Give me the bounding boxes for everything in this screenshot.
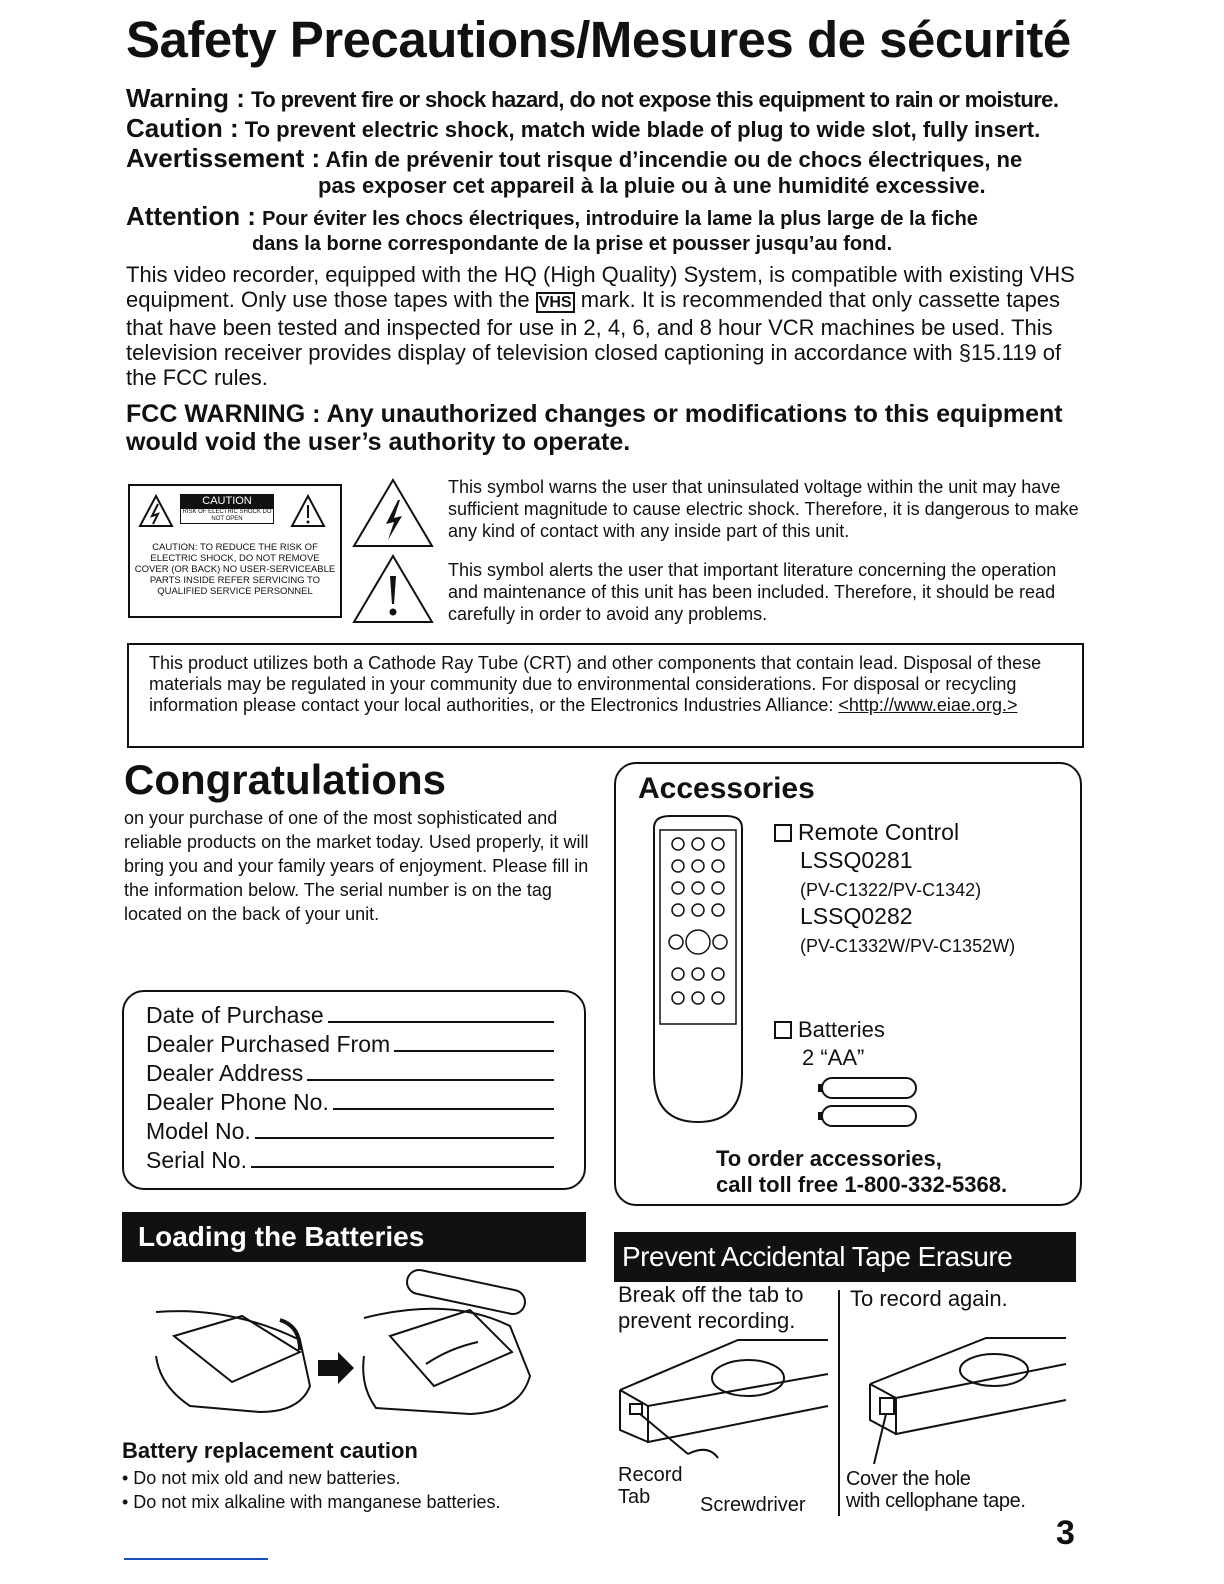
cover-hole-line-2: with cellophane tape.	[846, 1490, 1026, 1512]
exclamation-symbol-icon	[352, 554, 434, 624]
cassette-break-tab-illustration	[618, 1334, 828, 1464]
record-again-text: To record again.	[850, 1286, 1008, 1311]
form-line-serial[interactable]	[251, 1166, 554, 1168]
form-label-dealer: Dealer Purchased From	[146, 1031, 391, 1057]
form-row-address	[146, 1058, 584, 1087]
warning-label: Warning :	[126, 83, 245, 113]
battery-caution-title: Battery replacement caution	[122, 1438, 418, 1463]
battery-caution-list	[122, 1466, 501, 1514]
form-label-serial: Serial No.	[146, 1147, 247, 1173]
tape-divider	[838, 1290, 840, 1516]
eia-link[interactable]: <http://www.eiae.org.>	[838, 695, 1018, 715]
form-line-date[interactable]	[328, 1021, 554, 1023]
record-tab-line-1: Record	[618, 1464, 683, 1486]
batteries-item	[774, 1016, 885, 1044]
batteries-checkbox[interactable]	[774, 1021, 792, 1039]
form-line-address[interactable]	[307, 1079, 554, 1081]
intro-part-1: This video recorder, equipped with the HQ (High Quality) System, is compatible with existing VHS equipment. Only use those tapes with the	[126, 262, 1075, 312]
exclamation-warning-icon	[290, 494, 326, 528]
aa-batteries-icon	[816, 1076, 918, 1128]
form-label-model: Model No.	[146, 1118, 251, 1144]
form-line-phone[interactable]	[333, 1108, 554, 1110]
order-accessories	[716, 1146, 1007, 1198]
caution-label: Caution :	[126, 113, 239, 143]
page-number: 3	[1056, 1514, 1075, 1552]
battery-caution-2: • Do not mix alkaline with manganese batteries.	[122, 1492, 501, 1512]
remote-part-2: LSSQ0282	[800, 903, 913, 929]
congratulations-heading: Congratulations	[124, 756, 446, 803]
form-row-phone	[146, 1087, 584, 1116]
break-tab-text	[618, 1282, 804, 1334]
attention-line	[126, 202, 978, 233]
remote-control-icon	[648, 814, 748, 1126]
order-line-2: call toll free 1-800-332-5368.	[716, 1172, 1008, 1197]
lead-notice-text: This product utilizes both a Cathode Ray Tube (CRT) and other components that contain lead. Disposal of these materials may be regulated in your community due to environmental considerations. For disposal or recycling information please contact your local authorities, or the Electronics Industries Alliance:	[149, 653, 1042, 715]
avertissement-label: Avertissement :	[126, 143, 321, 173]
remote-label: Remote Control	[798, 819, 960, 845]
literature-symbol-text: This symbol alerts the user that important literature concerning the operation and maintenance of this unit has been included. Therefore, it should be read carefully in order to avoid any problems.	[448, 560, 1057, 624]
form-label-phone: Dealer Phone No.	[146, 1089, 329, 1115]
caution-sub: RISK OF ELECTRIC SHOCK DO NOT OPEN	[180, 508, 274, 524]
caution-line	[126, 114, 1040, 144]
page-title: Safety Precautions/Mesures de sécurité	[126, 11, 1071, 68]
accessories-heading: Accessories	[638, 772, 815, 805]
form-line-model[interactable]	[255, 1137, 554, 1139]
order-line-1: To order accessories,	[716, 1146, 942, 1171]
attention-label: Attention :	[126, 201, 256, 231]
cover-hole-line-1: Cover the hole	[846, 1468, 971, 1490]
caution-label-box	[128, 484, 342, 618]
intro-paragraph	[126, 262, 1086, 390]
record-tab-line-2: Tab	[618, 1486, 651, 1508]
caution-text: To prevent electric shock, match wide blade of plug to wide slot, fully insert.	[244, 117, 1041, 142]
caution-header: CAUTION	[180, 494, 274, 508]
cover-hole-label	[846, 1468, 1026, 1512]
loading-batteries-banner: Loading the Batteries	[122, 1212, 586, 1262]
warning-text: To prevent fire or shock hazard, do not expose this equipment to rain or moisture.	[251, 87, 1059, 112]
attention-text-2: dans la borne correspondante de la prise et pousser jusqu’au fond.	[252, 233, 893, 255]
avertissement-text-2: pas exposer cet appareil à la pluie ou à une humidité excessive.	[318, 173, 986, 198]
batteries-label: Batteries	[798, 1017, 885, 1042]
remote-models-2: (PV-C1332W/PV-C1352W)	[800, 936, 1016, 956]
caution-box-text: CAUTION: TO REDUCE THE RISK OF ELECTRIC SHOCK, DO NOT REMOVE COVER (OR BACK) NO USER-SERVICEABLE PARTS INSIDE REFER SERVICING TO QUALIFIED SERVICE PERSONNEL	[134, 542, 336, 597]
avertissement-text-1: Afin de prévenir tout risque d’incendie ou de chocs électriques, ne	[325, 147, 1023, 172]
purchase-info-form	[122, 990, 586, 1190]
vhs-logo: VHS	[536, 292, 575, 313]
remote-control-item	[774, 818, 959, 846]
screwdriver-label: Screwdriver	[700, 1494, 806, 1516]
cassette-cover-hole-illustration	[856, 1334, 1066, 1464]
warning-line	[126, 84, 1058, 114]
break-tab-line-2: prevent recording.	[618, 1308, 796, 1333]
attention-text-1: Pour éviter les chocs électriques, introduire la lame la plus large de la fiche	[262, 208, 978, 230]
form-label-address: Dealer Address	[146, 1060, 304, 1086]
break-tab-line-1: Break off the tab to	[618, 1282, 804, 1307]
remote-checkbox[interactable]	[774, 824, 792, 842]
batteries-type: 2 “AA”	[802, 1045, 865, 1070]
form-label-date: Date of Purchase	[146, 1002, 324, 1028]
lightning-warning-icon	[138, 494, 174, 528]
form-row-model	[146, 1116, 584, 1145]
record-tab-label	[618, 1464, 682, 1508]
lead-notice-box	[127, 643, 1084, 748]
form-row-serial	[146, 1145, 584, 1174]
battery-loading-illustration	[150, 1276, 560, 1426]
remote-models-1: (PV-C1322/PV-C1342)	[800, 880, 982, 900]
footer-line	[124, 1558, 268, 1560]
voltage-symbol-text: This symbol warns the user that uninsulated voltage within the unit may have sufficient magnitude to cause electric shock. Therefore, it is dangerous to make any kind of contact with any inside part of this unit.	[448, 477, 1079, 541]
form-line-dealer[interactable]	[394, 1050, 554, 1052]
tape-erasure-banner: Prevent Accidental Tape Erasure	[614, 1232, 1076, 1282]
intro-part-2: mark. It is recommended that only cassette tapes that have been tested and inspected for use in 2, 4, 6, and 8 hour VCR machines be used. This television receiver provides display of television closed captioning in accordance with §15.119 of the FCC rules.	[126, 287, 1062, 390]
fcc-warning: FCC WARNING : Any unauthorized changes or modifications to this equipment would void the user’s authority to operate.	[126, 400, 1063, 456]
voltage-symbol-icon	[352, 478, 434, 548]
form-row-dealer	[146, 1029, 584, 1058]
remote-part-1: LSSQ0281	[800, 847, 913, 873]
congratulations-text: on your purchase of one of the most sophisticated and reliable products on the market today. Used properly, it will bring you and your family years of enjoyment. Please fill in the information below. The serial number is on the tag located on the back of your unit.	[124, 808, 589, 924]
avertissement-line	[126, 144, 1022, 174]
form-row-date	[146, 1000, 584, 1029]
battery-caution-1: • Do not mix old and new batteries.	[122, 1468, 401, 1488]
